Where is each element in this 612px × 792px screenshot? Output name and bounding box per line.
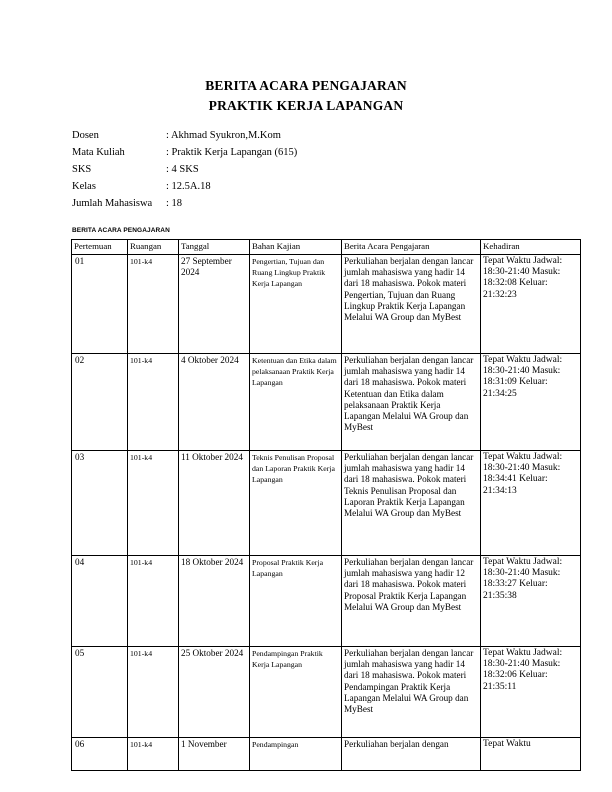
table-row [72, 354, 581, 451]
info-value: : Praktik Kerja Lapangan (615) [166, 147, 298, 158]
cell-bahan-kajian: Pengertian, Tujuan dan Ruang Lingkup Praktik Kerja Lapangan [250, 255, 342, 354]
document-title: BERITA ACARA PENGAJARAN [205, 78, 407, 93]
cell-pertemuan: 03 [72, 451, 128, 556]
cell-berita-acara: Perkuliahan berjalan dengan lancar jumlah mahasiswa yang hadir 12 dari 18 mahasiswa. Pokok materi Proposal Praktik Kerja Lapangan Melalui WA Group dan MyBest [342, 556, 481, 647]
cell-ruangan: 101-k4 [128, 354, 179, 451]
cell-tanggal: 25 Oktober 2024 [179, 647, 250, 738]
info-label: SKS [72, 164, 92, 175]
header-ruangan: Ruangan [128, 240, 179, 255]
cell-bahan-kajian: Pendampingan Praktik Kerja Lapangan [250, 647, 342, 738]
cell-kehadiran: Tepat Waktu Jadwal: 18:30-21:40 Masuk: 18:34:41 Keluar: 21:34:13 [481, 451, 581, 556]
info-row-dosen [72, 130, 552, 147]
cell-ruangan: 101-k4 [128, 451, 179, 556]
cell-ruangan: 101-k4 [128, 556, 179, 647]
cell-berita-acara: Perkuliahan berjalan dengan [342, 738, 481, 771]
table-row [72, 738, 581, 771]
cell-kehadiran: Tepat Waktu Jadwal: 18:30-21:40 Masuk: 18:31:09 Keluar: 21:34:25 [481, 354, 581, 451]
cell-pertemuan: 06 [72, 738, 128, 771]
cell-pertemuan: 01 [72, 255, 128, 354]
table-row [72, 647, 581, 738]
cell-pertemuan: 04 [72, 556, 128, 647]
cell-kehadiran: Tepat Waktu Jadwal: 18:30-21:40 Masuk: 18:32:06 Keluar: 21:35:11 [481, 647, 581, 738]
cell-tanggal: 27 September 2024 [179, 255, 250, 354]
cell-kehadiran: Tepat Waktu Jadwal: 18:30-21:40 Masuk: 18:33:27 Keluar: 21:35:38 [481, 556, 581, 647]
cell-tanggal: 18 Oktober 2024 [179, 556, 250, 647]
cell-bahan-kajian: Ketentuan dan Etika dalam pelaksanaan Praktik Kerja Lapangan [250, 354, 342, 451]
cell-kehadiran: Tepat Waktu [481, 738, 581, 771]
header-tanggal: Tanggal [179, 240, 250, 255]
header-berita-acara: Berita Acara Pengajaran [342, 240, 481, 255]
info-row-mata-kuliah [72, 147, 552, 164]
table-row [72, 451, 581, 556]
header-kehadiran: Kehadiran [481, 240, 581, 255]
cell-berita-acara: Perkuliahan berjalan dengan lancar jumlah mahasiswa yang hadir 14 dari 18 mahasiswa. Pokok materi Pengertian, Tujuan dan Ruang Lingkup Praktik Kerja Lapangan Melalui WA Group dan MyBest [342, 255, 481, 354]
info-value: : 12.5A.18 [166, 181, 211, 192]
cell-pertemuan: 05 [72, 647, 128, 738]
info-value: : 18 [166, 198, 183, 209]
info-row-jumlah-mahasiswa [72, 198, 552, 215]
cell-ruangan: 101-k4 [128, 647, 179, 738]
cell-ruangan: 101-k4 [128, 255, 179, 354]
cell-pertemuan: 02 [72, 354, 128, 451]
cell-tanggal: 11 Oktober 2024 [179, 451, 250, 556]
course-info [72, 130, 552, 215]
info-row-sks [72, 164, 552, 181]
document-subtitle: PRAKTIK KERJA LAPANGAN [208, 98, 404, 113]
info-value: : 4 SKS [166, 164, 199, 175]
info-value: : Akhmad Syukron,M.Kom [166, 130, 281, 141]
header-bahan-kajian: Bahan Kajian [250, 240, 342, 255]
info-label: Jumlah Mahasiswa [72, 198, 153, 209]
info-label: Kelas [72, 181, 96, 192]
cell-bahan-kajian: Pendampingan [250, 738, 342, 771]
cell-berita-acara: Perkuliahan berjalan dengan lancar jumlah mahasiswa yang hadir 14 dari 18 mahasiswa. Pokok materi Ketentuan dan Etika dalam pelaksanaan Praktik Kerja Lapangan Melalui WA Group dan MyBest [342, 354, 481, 451]
cell-berita-acara: Perkuliahan berjalan dengan lancar jumlah mahasiswa yang hadir 14 dari 18 mahasiswa. Pokok materi Teknis Penulisan Proposal dan Laporan Praktik Kerja Lapangan Melalui WA Group dan MyBest [342, 451, 481, 556]
cell-berita-acara: Perkuliahan berjalan dengan lancar jumlah mahasiswa yang hadir 14 dari 18 mahasiswa. Pokok materi Pendampingan Praktik Kerja Lapangan Melalui WA Group dan MyBest [342, 647, 481, 738]
info-label: Mata Kuliah [72, 147, 125, 158]
attendance-table [71, 239, 581, 771]
table-row [72, 255, 581, 354]
cell-bahan-kajian: Proposal Praktik Kerja Lapangan [250, 556, 342, 647]
header-pertemuan: Pertemuan [72, 240, 128, 255]
section-heading: BERITA ACARA PENGAJARAN [72, 227, 170, 234]
cell-tanggal: 1 November [179, 738, 250, 771]
info-label: Dosen [72, 130, 99, 141]
cell-tanggal: 4 Oktober 2024 [179, 354, 250, 451]
cell-kehadiran: Tepat Waktu Jadwal: 18:30-21:40 Masuk: 18:32:08 Keluar: 21:32:23 [481, 255, 581, 354]
cell-bahan-kajian: Teknis Penulisan Proposal dan Laporan Praktik Kerja Lapangan [250, 451, 342, 556]
table-header-row [72, 240, 581, 255]
info-row-kelas [72, 181, 552, 198]
table-row [72, 556, 581, 647]
cell-ruangan: 101-k4 [128, 738, 179, 771]
